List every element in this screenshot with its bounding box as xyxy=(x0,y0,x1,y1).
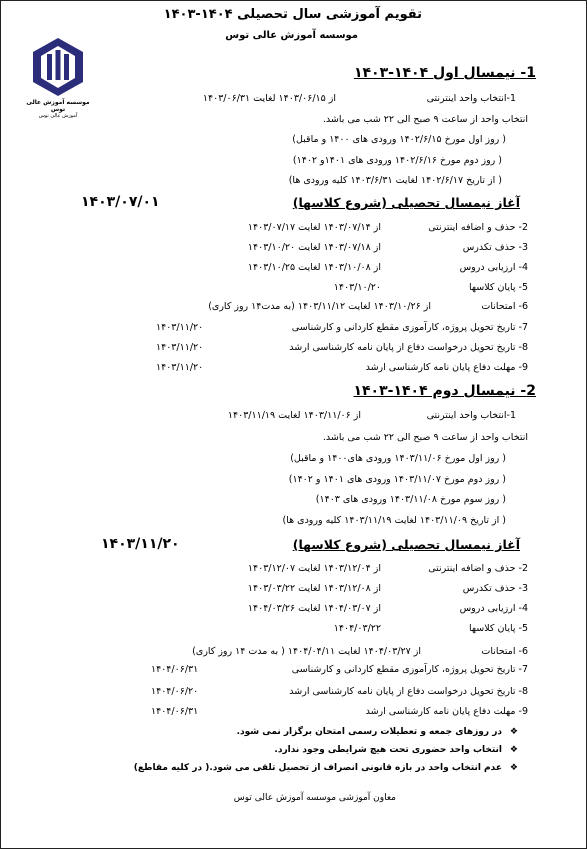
sem2-registration-day1: ( روز اول مورخ ۱۴۰۳/۱۱/۰۶ ورودی های۱۴۰۰ و ماقبل) xyxy=(290,453,506,464)
sem2-item-label: 3- حذف تکدرس xyxy=(462,583,528,594)
sem2-item-value: ۱۴۰۴/۰۶/۲۰ xyxy=(151,686,199,697)
sem2-item-label: 7- تاریخ تحویل پروژه، کارآموزی مقطع کاردانی و کارشناسی xyxy=(291,664,528,675)
sem1-item-value: ۱۴۰۳/۱۱/۲۰ xyxy=(156,322,204,333)
sem1-item-label: 4- ارزیابی دروس xyxy=(459,262,528,273)
sem1-item-label: 3- حذف تکدرس xyxy=(462,242,528,253)
sem2-item-value: از ۱۴۰۳/۱۲/۰۴ لغایت ۱۴۰۳/۱۲/۰۷ xyxy=(247,563,381,574)
sem2-registration-rest: ( از تاریخ ۱۴۰۳/۱۱/۰۹ لغایت ۱۴۰۳/۱۱/۱۹ کلیه ورودی ها) xyxy=(282,515,506,526)
sem1-item-label: 6- امتحانات xyxy=(481,301,528,312)
note-item: عدم انتخاب واحد در بازه قانونی انصراف از تحصیل تلقی می شود.( در کلیه مقاطع) xyxy=(133,763,502,773)
sem2-item-value: ۱۴۰۴/۰۶/۳۱ xyxy=(151,664,199,675)
sem2-item-value: ۱۴۰۴/۰۳/۲۲ xyxy=(333,623,381,634)
footer-signature: معاون آموزشی موسسه آموزش عالی توس xyxy=(233,793,396,803)
sem2-registration-day3: ( روز سوم مورخ ۱۴۰۳/۱۱/۰۸ ورودی های ۱۴۰۳) xyxy=(315,494,506,505)
sem1-item-label: 9- مهلت دفاع پایان نامه کارشناسی ارشد xyxy=(365,362,528,373)
sem2-registration-label: 1-انتخاب واحد اینترنتی xyxy=(426,410,516,421)
note-item: در روزهای جمعه و تعطیلات رسمی امتحان برگزار نمی شود. xyxy=(236,727,502,737)
page-title: تقویم آموزشی سال تحصیلی ۱۴۰۴-۱۴۰۳ xyxy=(163,7,422,22)
sem1-item-label: 7- تاریخ تحویل پروژه، کارآموزی مقطع کاردانی و کارشناسی xyxy=(291,322,528,333)
logo-caption: موسسه آموزش عالی توس آموزش عالی توس xyxy=(26,99,90,120)
sem2-item-value: از ۱۴۰۳/۱۲/۰۸ لغایت ۱۴۰۳/۰۳/۲۲ xyxy=(247,583,381,594)
sem2-item-label: 4- ارزیابی دروس xyxy=(459,603,528,614)
semester1-heading: 1- نیمسال اول ۱۴۰۴-۱۴۰۳ xyxy=(353,65,536,81)
semester2-heading: 2- نیمسال دوم ۱۴۰۴-۱۴۰۳ xyxy=(353,383,536,399)
institute-name: موسسه آموزش عالی توس xyxy=(225,30,358,41)
sem2-registration-day2: ( روز دوم مورخ ۱۴۰۳/۱۱/۰۷ ورودی های ۱۴۰۱ و ۱۴۰۲) xyxy=(288,474,506,485)
sem1-start-date: ۱۴۰۳/۰۷/۰۱ xyxy=(81,194,160,210)
sem2-item-value: از ۱۴۰۴/۰۳/۲۷ لغایت ۱۴۰۴/۰۴/۱۱ ( به مدت ۱۴ روز کاری) xyxy=(192,646,421,657)
sem2-item-value: از ۱۴۰۴/۰۳/۰۷ لغایت ۱۴۰۴/۰۳/۲۶ xyxy=(247,603,381,614)
sem1-registration-day1: ( روز اول مورخ ۱۴۰۲/۶/۱۵ ورودی های ۱۴۰۰ و ماقبل) xyxy=(292,134,506,145)
diamond-bullet-icon: ❖ xyxy=(509,727,518,737)
sem2-item-label: 8- تاریخ تحویل درخواست دفاع از پایان نامه کارشناسی ارشد xyxy=(289,686,528,697)
sem2-item-label: 6- امتحانات xyxy=(481,646,528,657)
sem2-item-label: 2- حذف و اضافه اینترنتی xyxy=(428,563,528,574)
sem1-item-value: ۱۴۰۳/۱۱/۲۰ xyxy=(156,342,204,353)
institute-logo-icon xyxy=(31,36,85,98)
sem1-item-value: از ۱۴۰۳/۰۷/۱۸ لغایت ۱۴۰۳/۱۰/۲۰ xyxy=(247,242,381,253)
sem1-item-label: 2- حذف و اضافه اینترنتی xyxy=(428,222,528,233)
sem1-registration-hours: انتخاب واحد از ساعت ۹ صبح الی ۲۲ شب می باشد. xyxy=(322,114,528,125)
sem2-item-value: ۱۴۰۴/۰۶/۳۱ xyxy=(151,706,199,717)
sem1-registration-dates: از ۱۴۰۳/۰۶/۱۵ لغایت ۱۴۰۳/۰۶/۳۱ xyxy=(202,93,336,104)
sem1-registration-rest: ( از تاریخ ۱۴۰۲/۶/۱۷ لغایت ۱۴۰۳/۶/۳۱ کلیه ورودی ها) xyxy=(288,175,502,186)
note-item: انتخاب واحد حضوری تحت هیچ شرایطی وجود ندارد. xyxy=(274,745,502,755)
sem2-item-label: 5- پایان کلاسها xyxy=(469,623,528,634)
sem2-start-heading: آغاز نیمسال تحصیلی (شروع کلاسها) xyxy=(292,537,520,552)
diamond-bullet-icon: ❖ xyxy=(509,745,518,755)
sem2-registration-dates: از ۱۴۰۳/۱۱/۰۶ لغایت ۱۴۰۳/۱۱/۱۹ xyxy=(227,410,361,421)
sem1-item-label: 8- تاریخ تحویل درخواست دفاع از پایان نامه کارشناسی ارشد xyxy=(289,342,528,353)
diamond-bullet-icon: ❖ xyxy=(509,763,518,773)
sem1-registration-label: 1-انتخاب واحد اینترنتی xyxy=(426,93,516,104)
sem1-item-label: 5- پایان کلاسها xyxy=(469,282,528,293)
sem1-item-value: از ۱۴۰۳/۰۷/۱۴ لغایت ۱۴۰۳/۰۷/۱۷ xyxy=(247,222,381,233)
sem1-item-value: ۱۴۰۳/۱۰/۲۰ xyxy=(333,282,381,293)
sem1-registration-day2: ( روز دوم مورخ ۱۴۰۲/۶/۱۶ ورودی های ۱۴۰۱و ۱۴۰۲) xyxy=(292,155,502,166)
sem1-item-value: ۱۴۰۳/۱۱/۲۰ xyxy=(156,362,204,373)
sem1-start-heading: آغاز نیمسال تحصیلی (شروع کلاسها) xyxy=(292,195,520,210)
sem2-start-date: ۱۴۰۳/۱۱/۲۰ xyxy=(101,536,180,552)
sem2-registration-hours: انتخاب واحد از ساعت ۹ صبح الی ۲۲ شب می باشد. xyxy=(322,432,528,443)
sem2-item-label: 9- مهلت دفاع پایان نامه کارشناسی ارشد xyxy=(365,706,528,717)
sem1-item-value: از ۱۴۰۳/۱۰/۰۸ لغایت ۱۴۰۳/۱۰/۲۵ xyxy=(247,262,381,273)
sem1-item-value: از ۱۴۰۳/۱۰/۲۶ لغایت ۱۴۰۳/۱۱/۱۲ (به مدت۱۴ روز کاری) xyxy=(208,301,431,312)
